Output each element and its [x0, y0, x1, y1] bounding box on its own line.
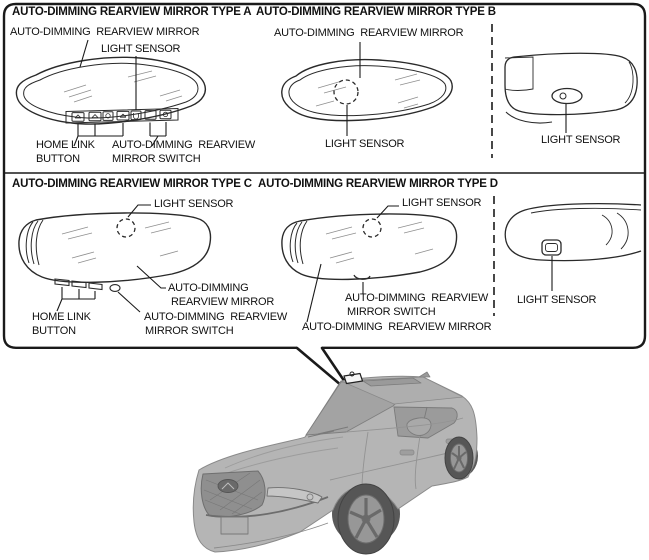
- label-a-homelink-2: BUTTON: [36, 153, 80, 165]
- homelink-button-icons: [72, 111, 129, 121]
- label-a-switch-1: AUTO-DIMMING REARVIEW: [112, 139, 256, 151]
- label-d-switch-1: AUTO-DIMMING REARVIEW: [345, 292, 489, 304]
- mirror-reflection-hatch: [64, 71, 182, 102]
- type-c-leader-lines: [57, 205, 166, 312]
- type-d-mirror-drawing: [282, 206, 457, 322]
- rearview-mirror-on-car-icon: [344, 372, 363, 384]
- car-illustration: [193, 372, 478, 554]
- label-a-switch-2: MIRROR SWITCH: [112, 153, 201, 165]
- type-b-side-view-drawing: [505, 53, 637, 133]
- label-b-light-sensor: LIGHT SENSOR: [325, 138, 405, 150]
- license-plate: [221, 517, 248, 534]
- panel-b-title: AUTO-DIMMING REARVIEW MIRROR TYPE B: [256, 6, 496, 18]
- label-d-mirror: AUTO-DIMMING REARVIEW MIRROR: [302, 321, 492, 333]
- label-a-light-sensor: LIGHT SENSOR: [101, 43, 181, 55]
- panel-c-title: AUTO-DIMMING REARVIEW MIRROR TYPE C: [12, 178, 252, 190]
- label-d-switch-2: MIRROR SWITCH: [347, 306, 436, 318]
- label-c-homelink-2: BUTTON: [32, 325, 76, 337]
- rear-wheel: [445, 437, 473, 479]
- label-c-switch-1: AUTO-DIMMING REARVIEW: [144, 311, 288, 323]
- light-sensor-oval-icon: [552, 89, 582, 104]
- light-sensor-dashed-circle-icon: [117, 219, 135, 237]
- type-d-leader-lines: [307, 206, 399, 322]
- type-a-mirror-drawing: [16, 40, 205, 146]
- mirror-reflection-hatch: [326, 222, 433, 263]
- label-c-mirror-2: REARVIEW MIRROR: [171, 296, 275, 308]
- label-d-side-light-sensor: LIGHT SENSOR: [517, 294, 597, 306]
- type-d-side-view-drawing: [505, 204, 641, 291]
- light-sensor-square-icon: [542, 240, 561, 255]
- label-b-side-light-sensor: LIGHT SENSOR: [541, 134, 621, 146]
- mirror-reflection-hatch: [62, 222, 178, 263]
- panel-a-title: AUTO-DIMMING REARVIEW MIRROR TYPE A: [12, 6, 252, 18]
- mirror-button-strip: [66, 109, 178, 124]
- mirror-switch-icon: [110, 285, 120, 292]
- antenna-fin-icon: [419, 372, 430, 377]
- label-c-mirror-1: AUTO-DIMMING: [168, 282, 249, 294]
- label-b-mirror: AUTO-DIMMING REARVIEW MIRROR: [274, 27, 464, 39]
- front-wheel: [338, 484, 394, 554]
- light-sensor-dashed-circle-icon: [334, 80, 358, 104]
- brand-badge-icon: [218, 480, 238, 493]
- label-d-light-sensor: LIGHT SENSOR: [402, 197, 482, 209]
- mirror-reflection-hatch: [316, 74, 420, 108]
- label-c-homelink-1: HOME LINK: [32, 311, 91, 323]
- panel-d-title: AUTO-DIMMING REARVIEW MIRROR TYPE D: [258, 178, 498, 190]
- label-c-light-sensor: LIGHT SENSOR: [154, 198, 234, 210]
- label-c-switch-2: MIRROR SWITCH: [145, 325, 234, 337]
- door-handle: [400, 450, 414, 455]
- label-a-mirror: AUTO-DIMMING REARVIEW MIRROR: [10, 26, 200, 38]
- type-a-leader-lines: [74, 40, 166, 146]
- type-b-mirror-drawing: [282, 42, 452, 136]
- light-sensor-dashed-circle-icon: [363, 219, 381, 237]
- label-a-homelink-1: HOME LINK: [36, 139, 95, 151]
